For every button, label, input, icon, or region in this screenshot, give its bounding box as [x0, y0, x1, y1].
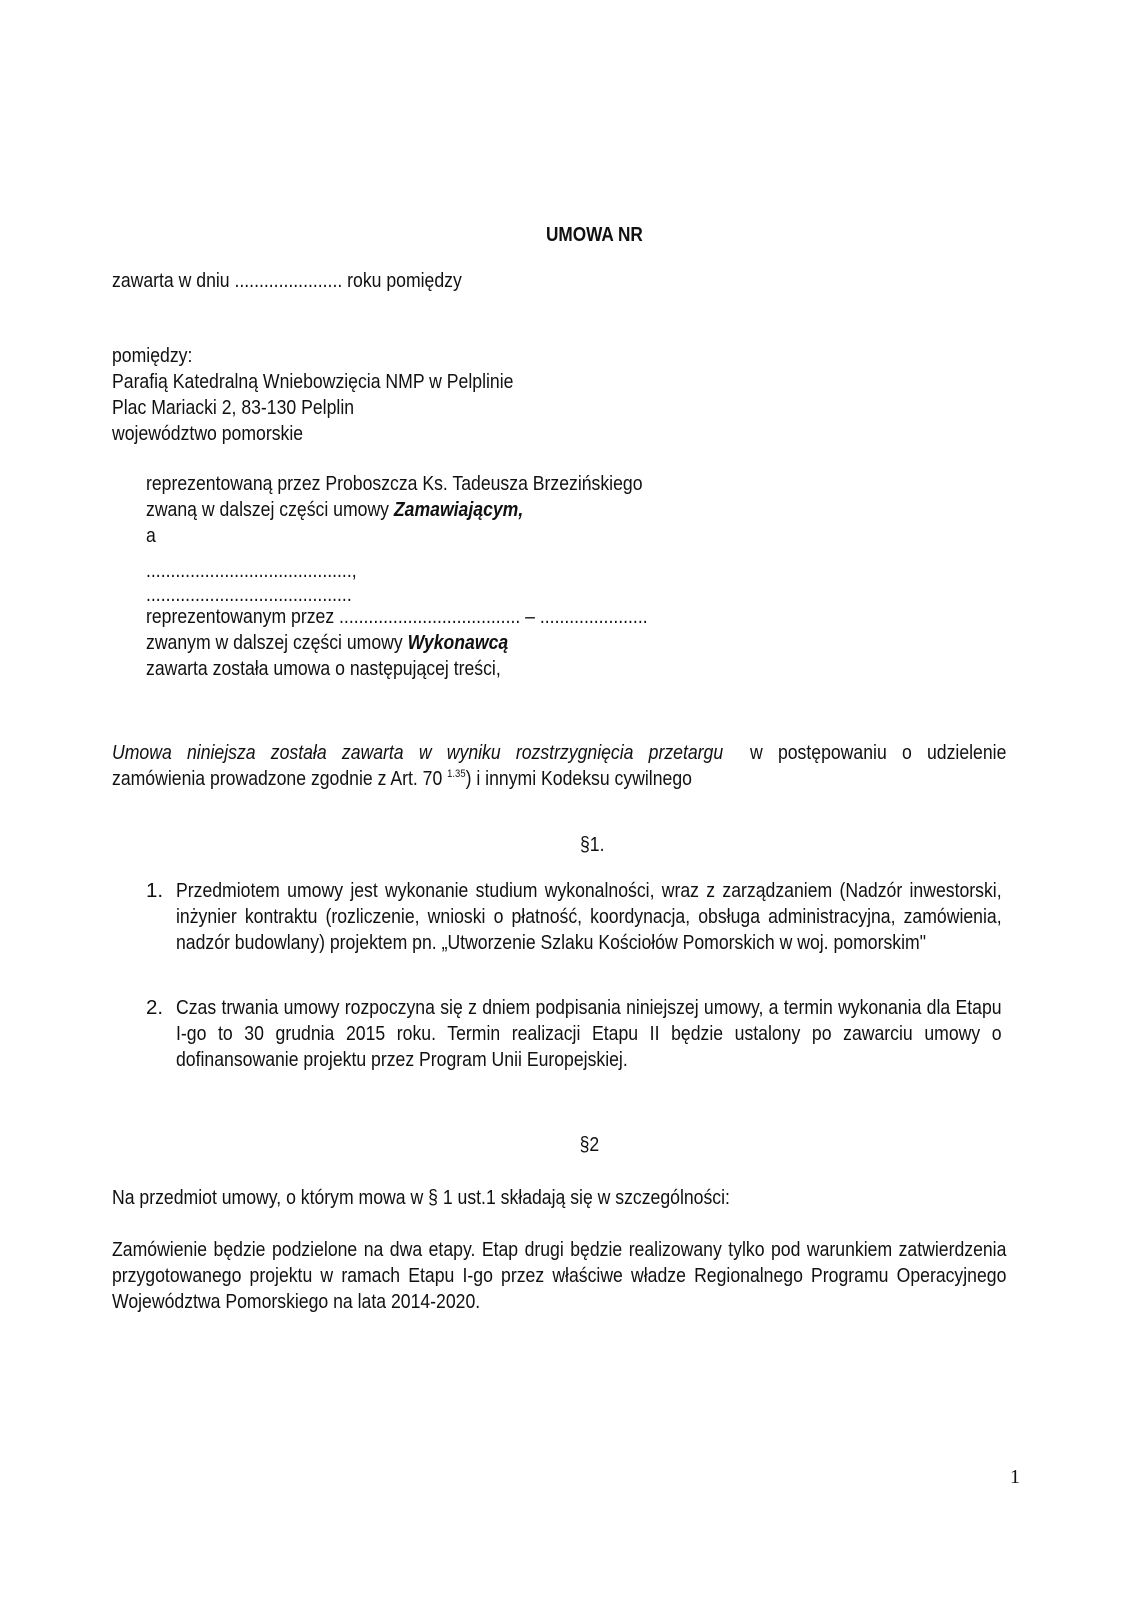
preamble-rest: w postępowaniu o udzielenie: [749, 741, 1007, 764]
party2-name-dots: ..........................................,: [146, 559, 357, 582]
preamble-line2-b: ) i innymi Kodeksu cywilnego: [465, 767, 692, 790]
contract-date-line: zawarta w dniu ...................... roku pomiędzy: [112, 269, 462, 292]
party2-called-prefix: zwanym w dalszej części umowy: [146, 631, 408, 654]
party2-representative: reprezentowanym przez ..................................... – ......................: [146, 605, 648, 628]
document-title: UMOWA NR: [546, 224, 643, 246]
section2-paragraph: Zamówienie będzie podzielone na dwa etapy. Etap drugi będzie realizowany tylko pod warunkiem zatwierdzenia przygotowanego projektu w ramach Etapu I-go przez właściwe władze Regionalnego Programu Operacyjnego Województwa Pomorskiego na lata 2014-2020.: [112, 1238, 1007, 1313]
preamble-line1: [112, 740, 1006, 766]
party2-address-dots: ..........................................: [146, 583, 352, 606]
party1-called-name: Zamawiającym,: [393, 498, 524, 521]
party1-address: Plac Mariacki 2, 83-130 Pelplin: [112, 396, 355, 419]
page-number: 1: [1010, 1466, 1020, 1488]
section2-intro: Na przedmiot umowy, o którym mowa w § 1 ust.1 składają się w szczególności:: [112, 1186, 730, 1209]
section1-item2-number: 2.: [146, 996, 164, 1019]
party1-called-prefix: zwaną w dalszej części umowy: [146, 498, 394, 521]
contract-closing-line: zawarta została umowa o następującej treści,: [146, 657, 501, 680]
party1-representative: reprezentowaną przez Proboszcza Ks. Tadeusza Brzezińskiego: [146, 472, 643, 495]
preamble-sup: 1.35: [447, 768, 466, 781]
party2-called: [146, 630, 508, 656]
section1-item2-text: Czas trwania umowy rozpoczyna się z dniem podpisania niniejszej umowy, a termin wykonania dla Etapu I-go to 30 grudnia 2015 roku. Termin realizacji Etapu II będzie ustalony po zawarciu umowy o dofinansowanie projektu przez Program Unii Europejskiej.: [176, 996, 1002, 1071]
party2-conjunction: a: [146, 524, 156, 547]
party1-label: pomiędzy:: [112, 344, 193, 367]
party1-name: Parafią Katedralną Wniebowzięcia NMP w Pelplinie: [112, 370, 514, 393]
preamble-italic: Umowa niniejsza została zawarta w wyniku rozstrzygnięcia przetargu: [112, 741, 724, 764]
party1-region: województwo pomorskie: [112, 422, 304, 445]
preamble-line2-a: zamówienia prowadzone zgodnie z Art. 70: [112, 767, 448, 790]
section2-heading: §2: [579, 1133, 600, 1156]
section1-heading: §1.: [579, 833, 605, 856]
party2-called-name: Wykonawcą: [407, 631, 509, 654]
section1-item1-number: 1.: [146, 879, 164, 902]
section1-item1-text: Przedmiotem umowy jest wykonanie studium wykonalności, wraz z zarządzaniem (Nadzór inwestorski, inżynier kontraktu (rozliczenie, wnioski o płatność, koordynacja, obsługa administracyjna, zamówienia, nadzór budowlany) projektem pn. „Utworzenie Szlaku Kościołów Pomorskich w woj. pomorskim": [176, 879, 1002, 954]
preamble-line2: [112, 766, 692, 792]
party1-called: [146, 497, 523, 523]
